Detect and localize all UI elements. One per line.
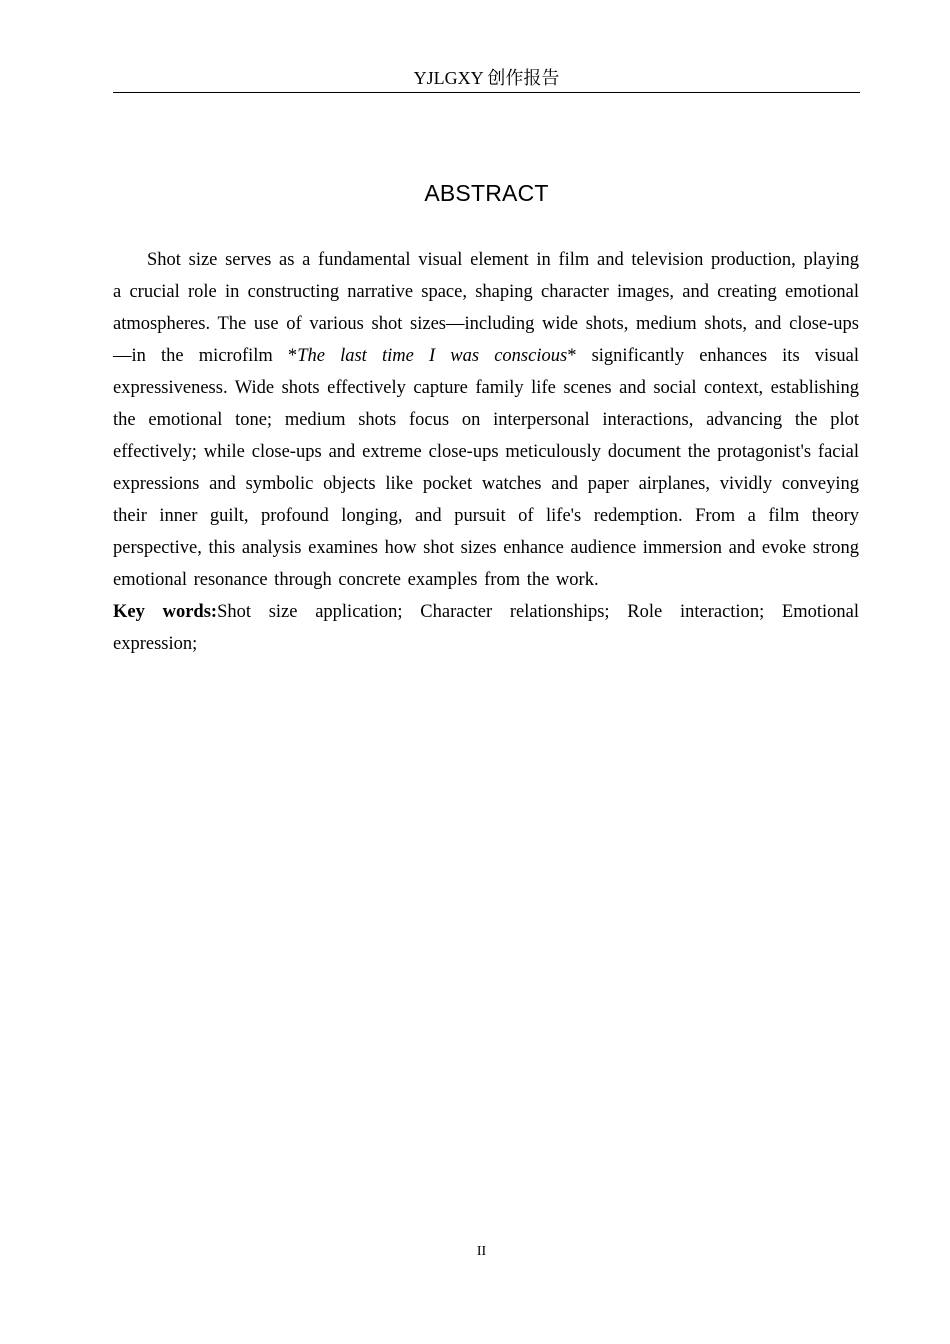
page-number: II bbox=[476, 1244, 487, 1259]
keywords-label: Key words: bbox=[113, 602, 218, 622]
keywords-text: Shot size application; Character relationships; Role interaction; Emotional expression; bbox=[113, 602, 860, 654]
header-rule bbox=[113, 92, 860, 93]
abstract-title: ABSTRACT bbox=[424, 180, 549, 206]
abstract-paragraph bbox=[113, 244, 859, 596]
abstract-text-part2: * significantly enhances its visual expressiveness. Wide shots effectively capture family life scenes and social context, establishing the emotional tone; medium shots focus on interpersonal interactions, advancing the plot effectively; while close-ups and extreme close-ups meticulously document the protagonist's facial expressions and symbolic objects like pocket watches and paper airplanes, vividly conveying their inner guilt, profound longing, and pursuit of life's redemption. From a film theory perspective, this analysis examines how shot sizes enhance audience immersion and evoke strong emotional resonance through concrete examples from the work. bbox=[113, 346, 859, 590]
keywords-paragraph bbox=[113, 596, 859, 660]
abstract-body bbox=[113, 244, 859, 660]
abstract-text-part1: Shot size serves as a fundamental visual element in film and television production, playing a crucial role in constructing narrative space, shaping character images, and creating emotional atmospheres. The use of various shot sizes—including wide shots, medium shots, and close-ups—in the microfilm * bbox=[113, 250, 859, 366]
film-title: The last time I was conscious bbox=[297, 346, 568, 366]
running-header: YJLGXY 创作报告 bbox=[413, 68, 560, 88]
